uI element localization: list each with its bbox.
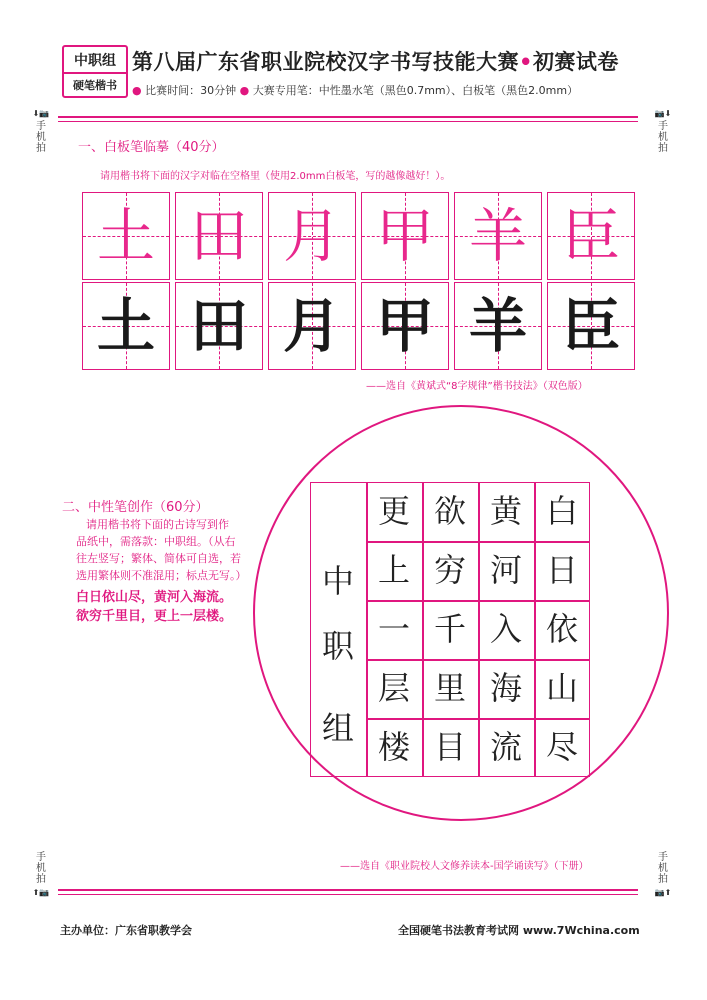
copy-char: 土	[96, 292, 155, 360]
side-label: 手机拍	[658, 852, 668, 885]
poem-line: 白日依山尽，黄河入海流。	[76, 590, 233, 605]
copy-char-cell	[361, 282, 449, 370]
title-end: 初赛试卷	[532, 50, 619, 74]
bottom-rule	[58, 889, 638, 891]
poem-char: 流	[489, 728, 522, 766]
model-char: 臣	[561, 202, 620, 270]
instruction-line: 请用楷书将下面的古诗写到作	[86, 518, 229, 531]
model-char-cell	[547, 192, 635, 280]
signature-char: 中	[321, 562, 354, 600]
poem-char: 黄	[489, 492, 522, 530]
copy-char: 月	[282, 292, 341, 360]
poem-char: 河	[489, 551, 522, 589]
poem-char: 更	[377, 492, 410, 530]
poem-char: 一	[377, 610, 410, 648]
section2-instruction	[76, 516, 254, 584]
poem-char: 层	[377, 669, 410, 707]
poem-char: 海	[489, 669, 522, 707]
poem-char: 目	[433, 728, 466, 766]
exam-time: 比赛时间：30分钟	[145, 84, 237, 97]
copy-char-cell	[268, 282, 356, 370]
model-char: 羊	[468, 202, 527, 270]
copy-char: 臣	[561, 292, 620, 360]
poem-char: 尽	[545, 728, 578, 766]
model-char-cell	[268, 192, 356, 280]
signature-char: 职	[321, 627, 354, 665]
side-label: 手机拍	[36, 852, 46, 885]
copy-char-cell	[454, 282, 542, 370]
copy-char: 甲	[375, 292, 434, 360]
instruction-line: 往左竖写；繁体、简体可自选，若	[76, 552, 241, 565]
exam-info	[132, 82, 578, 98]
poem-char: 日	[545, 551, 578, 589]
model-char: 土	[96, 202, 155, 270]
phone-camera-marker-bottom-left	[30, 852, 52, 898]
side-label: 手机拍	[658, 121, 668, 154]
section2-title: 二、中性笔创作（60分）	[62, 500, 209, 515]
poem-char: 穷	[433, 551, 466, 589]
website: 全国硬笔书法教育考试网 www.7Wchina.com	[398, 924, 640, 937]
copy-char: 羊	[468, 292, 527, 360]
camera-icon: ⬆📷	[32, 888, 50, 897]
section1-source: ——选自《黄斌式“8字规律”楷书技法》（双色版）	[366, 381, 588, 392]
phone-camera-marker-top-right	[652, 108, 674, 154]
model-char-cell	[175, 192, 263, 280]
bullet-icon: ●	[132, 84, 142, 97]
phone-camera-marker-top-left	[30, 108, 52, 154]
poem-char: 千	[433, 610, 466, 648]
page-title	[132, 46, 619, 76]
poem-char: 欲	[433, 492, 466, 530]
bullet-icon: ●	[239, 84, 250, 97]
camera-icon: 📷⬆	[654, 888, 672, 897]
badge-group: 中职组	[64, 47, 126, 74]
group-badge	[62, 45, 128, 98]
model-char-cell	[361, 192, 449, 280]
instruction-line: 选用繁体则不准混用；标点无写。）	[76, 569, 247, 582]
grid-row-line	[366, 541, 590, 543]
bottom-rule-thin	[58, 894, 638, 895]
exam-pen: 大赛专用笔：中性墨水笔（黑色0.7mm）、白板笔（黑色2.0mm）	[252, 84, 579, 97]
top-rule	[58, 116, 638, 118]
model-char: 月	[282, 202, 341, 270]
section1-instruction: 请用楷书将下面的汉字对临在空格里（使用2.0mm白板笔，写的越像越好！）。	[100, 171, 451, 182]
poem-char: 依	[545, 610, 578, 648]
badge-style: 硬笔楷书	[73, 79, 117, 92]
poem-char: 楼	[377, 728, 410, 766]
copy-char-cell	[547, 282, 635, 370]
model-char-cell	[82, 192, 170, 280]
section2-source: ——选自《职业院校人文修养读本-国学诵读写》（下册）	[340, 861, 589, 872]
poem-char: 入	[489, 610, 522, 648]
copy-char-cell	[175, 282, 263, 370]
title-dot: •	[519, 50, 533, 74]
model-char: 甲	[375, 202, 434, 270]
model-char-cell	[454, 192, 542, 280]
signature-char: 组	[321, 709, 354, 747]
poem-char: 里	[433, 669, 466, 707]
camera-icon: ⬇📷	[32, 109, 50, 118]
poem-text	[76, 588, 232, 626]
top-rule-thin	[58, 121, 638, 122]
grid-row-line	[366, 659, 590, 661]
copy-char-cell	[82, 282, 170, 370]
camera-icon: 📷⬇	[654, 109, 672, 118]
poem-char: 上	[377, 551, 410, 589]
poem-char: 白	[545, 492, 578, 530]
copy-char: 田	[189, 292, 248, 360]
side-label: 手机拍	[36, 121, 46, 154]
section1-title: 一、白板笔临摹（40分）	[78, 140, 225, 155]
grid-row-line	[366, 600, 590, 602]
poem-char: 山	[545, 669, 578, 707]
poem-line: 欲穷千里目，更上一层楼。	[76, 609, 233, 624]
phone-camera-marker-bottom-right	[652, 852, 674, 898]
organizer: 主办单位：广东省职教学会	[60, 924, 192, 937]
model-char: 田	[189, 202, 248, 270]
grid-row-line	[366, 718, 590, 720]
instruction-line: 品纸中，需落款：中职组。（从右	[76, 535, 236, 548]
title-main: 第八届广东省职业院校汉字书写技能大赛	[132, 50, 519, 74]
